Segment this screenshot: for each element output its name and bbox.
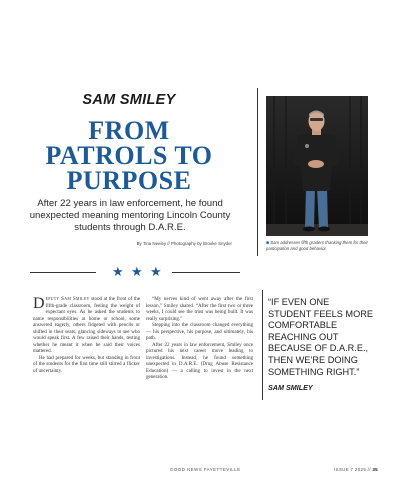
glasses — [310, 118, 323, 121]
star-icon: ★ — [150, 264, 162, 279]
shoe-left — [303, 227, 315, 232]
article-byline: By Tina Neeley // Photography by Brooke Snyder — [136, 241, 232, 246]
badge — [305, 144, 309, 148]
body-paragraph-1 — [33, 296, 140, 355]
article-kicker: SAM SMILEY — [82, 92, 176, 108]
headline-line-3: PURPOSE — [66, 166, 192, 195]
body-paragraph-2: He had prepared for weeks, but standing in front of the students for the first time still stirred a flicker of uncertainty. — [33, 354, 140, 374]
body-column-2 — [146, 296, 253, 381]
photo-illustration — [266, 96, 368, 236]
paragraph-1-text: stood at the front of the fifth-grade classroom, feeling the weight of expectant eyes. As he asked the students to name responsibilities at home or school, some answered eagerly, others fidgeted with pencils or shifted in their seats, glancing sideways to see who would speak first. A few raised their hands, testing whether he meant it when he said their voices mattered. — [33, 296, 140, 354]
jeans-left — [305, 188, 315, 228]
pullquote-rule — [262, 290, 263, 400]
divider-line-left — [30, 272, 96, 273]
lead-in: eputy Sam Smiley — [45, 296, 90, 302]
page-number: 35 — [372, 467, 378, 472]
article-dek: After 22 years in law enforcement, he found unexpected meaning mentoring Lincoln County students through D.A.R.E. — [29, 198, 231, 233]
caption-bullet-icon: ■ — [266, 240, 270, 246]
caption-text: Sam addresses fifth graders thanking them for their participation and good behavior. — [266, 240, 368, 252]
star-icon: ★ — [131, 264, 143, 279]
star-divider — [30, 265, 240, 279]
headline-line-2: PATROLS TO — [45, 141, 213, 170]
headline-line-1: FROM — [88, 116, 170, 145]
footer-issue — [334, 467, 378, 472]
body-paragraph-3: “My nerves kind of went away after the first lesson,” Smiley shared. “After the first two or three weeks, I could see the trust was being built. It was really surprising.” — [146, 296, 253, 322]
star-icon: ★ — [112, 264, 124, 279]
drop-cap: D — [33, 295, 45, 312]
pullquote-attribution: SAM SMILEY — [268, 383, 313, 392]
hands — [308, 160, 324, 168]
body-paragraph-5: After 22 years in law enforcement, Smiley once pictured his next career move leading to investigations. Instead, he found something unexpected in D.A.R.E. (Drug Abuse Resistance Education) — a calling to invest in the next generation. — [146, 341, 253, 380]
photo-divider-rule — [257, 88, 258, 256]
footer-publication: GOOD NEWS FAYETTEVILLE — [170, 467, 241, 472]
body-column-1 — [33, 296, 140, 374]
shoe-right — [318, 227, 330, 232]
photo-caption — [266, 240, 370, 252]
body-paragraph-4: Stepping into the classroom changed everything — his perspective, his purpose, and ultimately, his path. — [146, 322, 253, 341]
floor — [266, 224, 368, 236]
article-photo — [266, 96, 368, 236]
pullquote: “IF EVEN ONE STUDENT FEELS MORE COMFORTABLE REACHING OUT BECAUSE OF D.A.R.E., THEN WE’RE DOING SOMETHING RIGHT.” — [268, 297, 373, 377]
divider-line-right — [172, 272, 240, 273]
footer-issue-label: ISSUE 7 2025 // — [334, 467, 371, 472]
article-headline — [20, 118, 238, 193]
